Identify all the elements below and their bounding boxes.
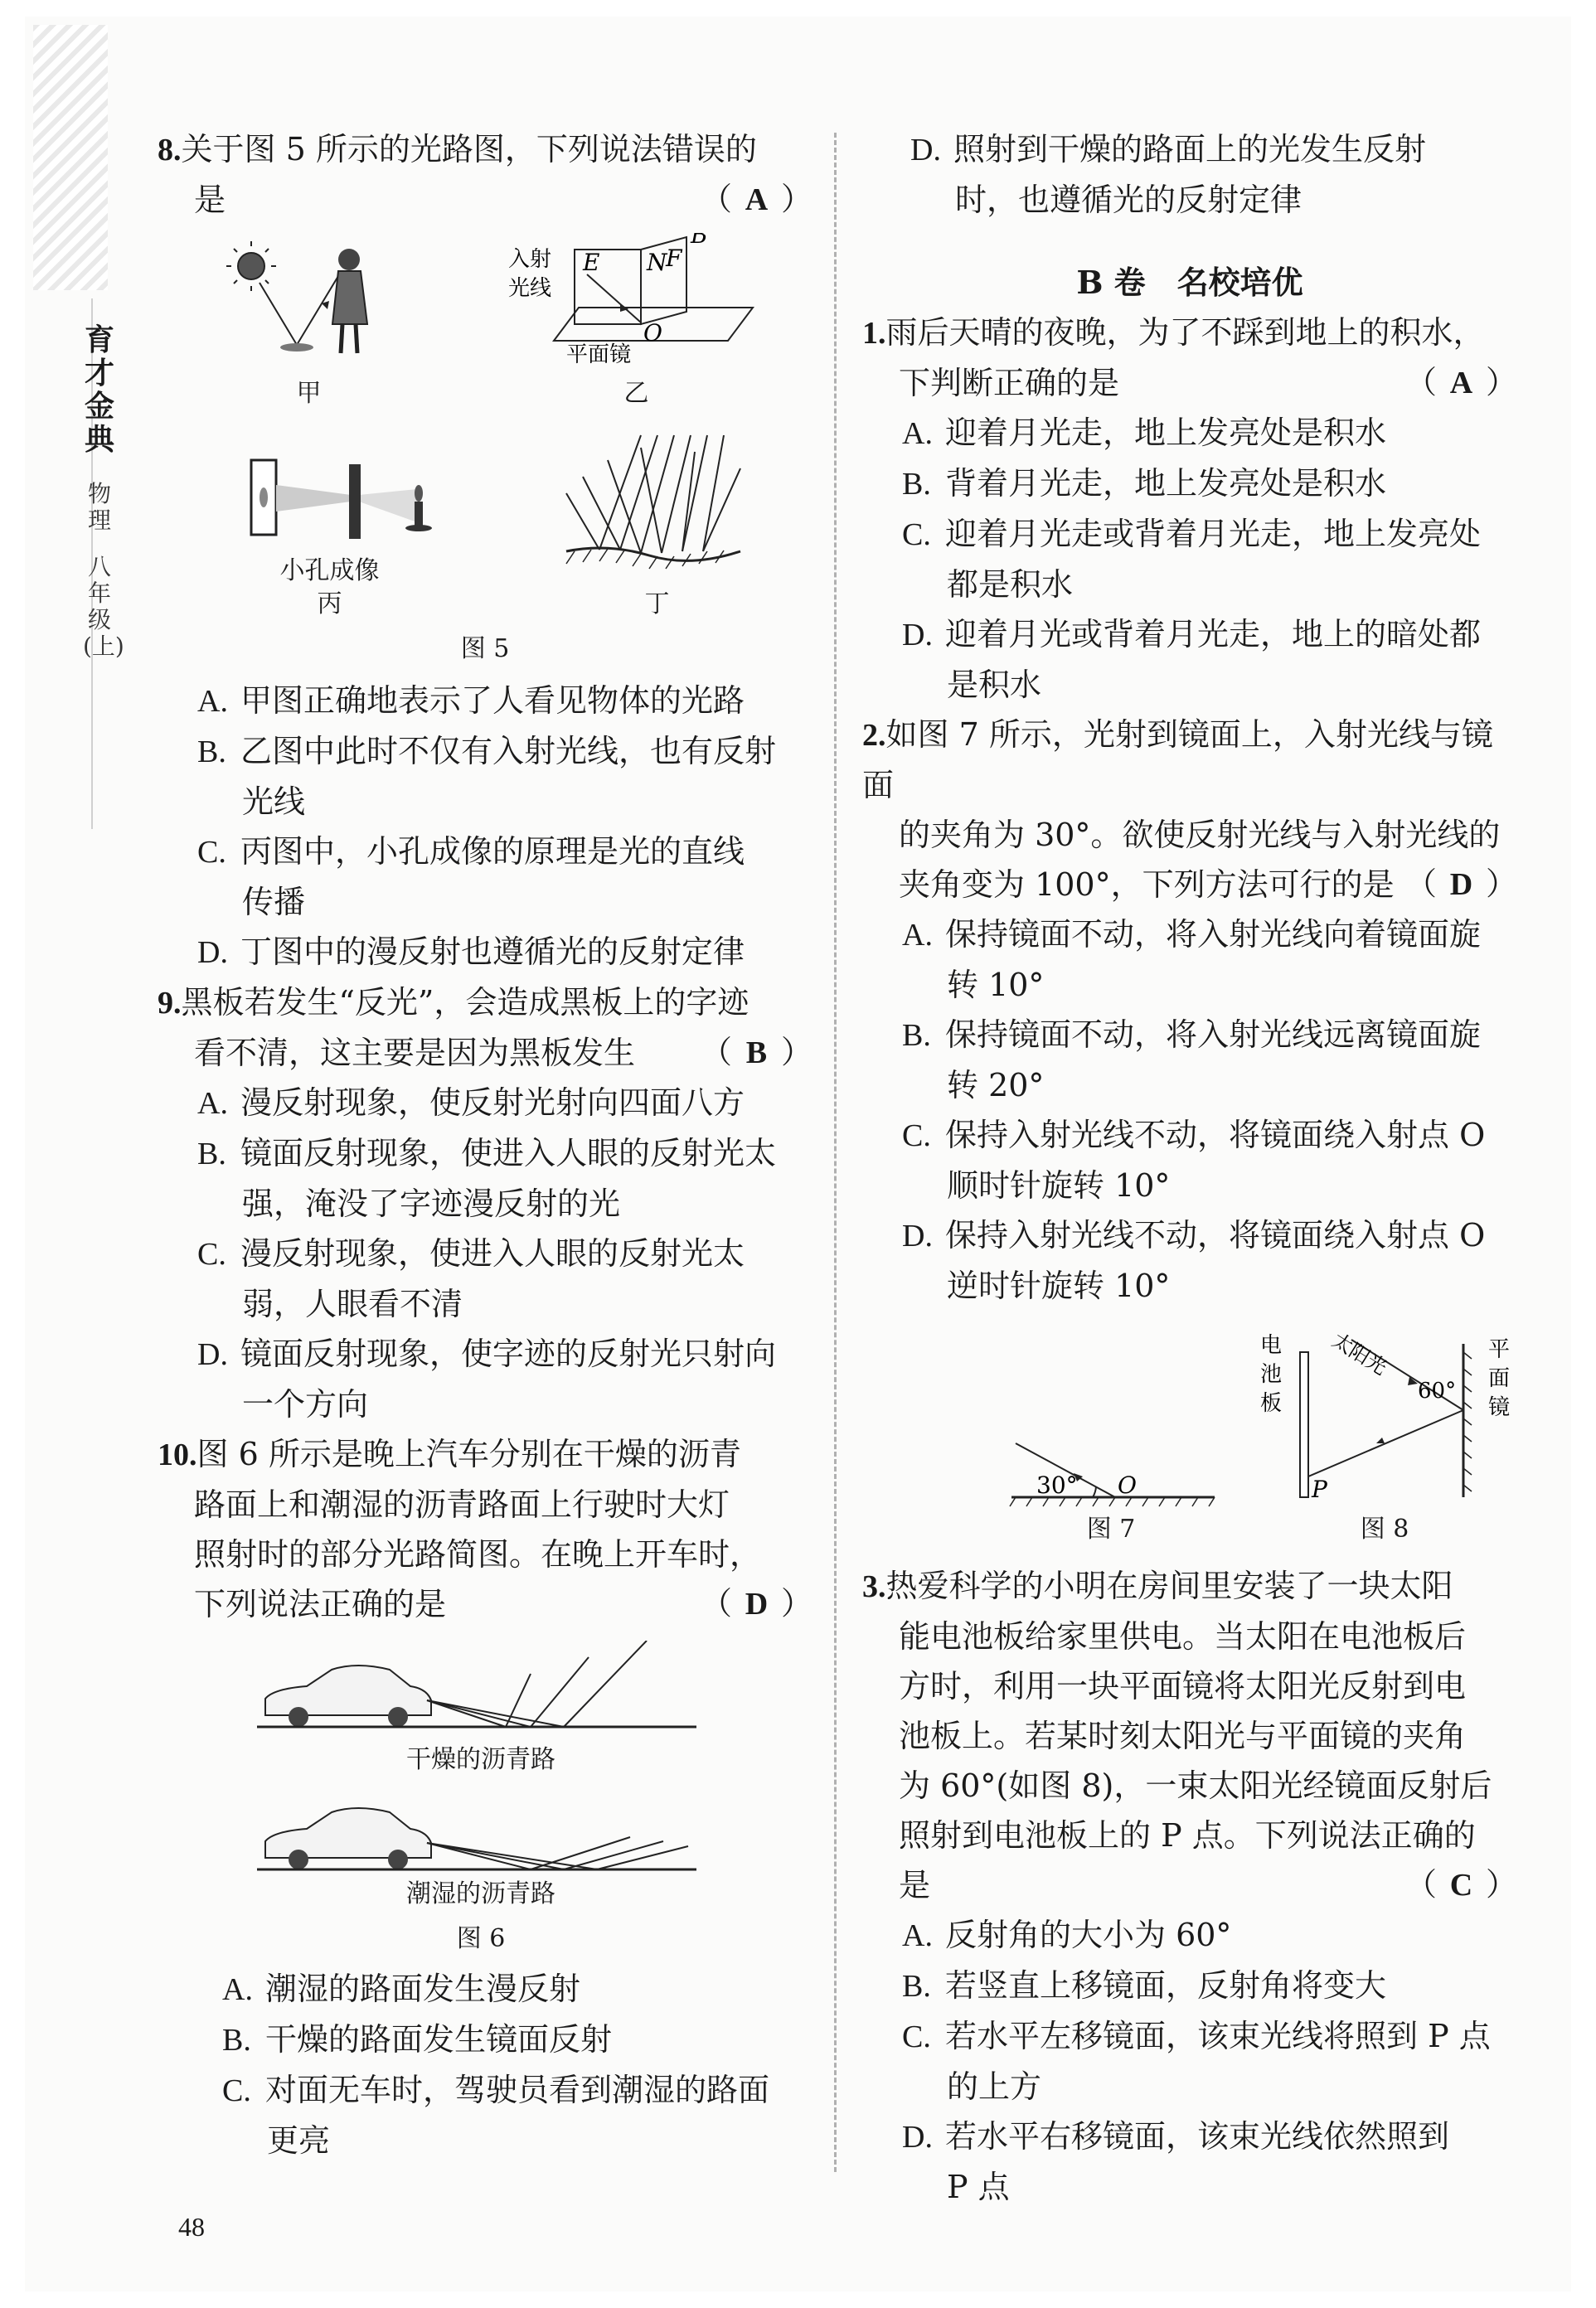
question-text: 雨后天晴的夜晚，为了不踩到地上的积水，	[885, 314, 1485, 351]
question-number: 3.	[862, 1569, 886, 1604]
label-N: N	[646, 249, 667, 276]
figure-8-drawing	[1252, 1319, 1517, 1510]
sidebar-subject-grade	[83, 480, 124, 660]
figure-6-wet-road	[257, 1792, 705, 1874]
figure-6-caption: 图 6	[456, 1924, 506, 1953]
option-text: 甲图正确地表示了人看见物体的光路	[240, 682, 745, 719]
option-text: 迎着月光走，地上发亮处是积水	[945, 415, 1387, 451]
option-a	[862, 408, 1517, 458]
answer-bracket: （ A ）	[701, 175, 813, 225]
mirror-label: 平	[1488, 1337, 1511, 1362]
answer-letter: B	[745, 1035, 768, 1070]
question-b2-line-1	[862, 710, 1517, 810]
question-8	[158, 124, 813, 977]
option-text: 潮湿的路面发生漫反射	[265, 1971, 581, 2007]
option-text: 保持镜面不动，将入射光线向着镜面旋	[945, 916, 1482, 953]
figure-7	[1003, 1418, 1219, 1546]
option-b	[182, 2015, 813, 2065]
answer-letter: A	[1449, 366, 1473, 400]
question-text: 路面上和潮湿的沥青路面上行驶时大灯	[194, 1486, 730, 1523]
question-number: 10.	[158, 1438, 197, 1472]
question-text: 为 60°(如图 8)，一束太阳光经镜面反射后	[899, 1767, 1492, 1804]
diffuse-rays	[566, 435, 740, 553]
question-text: 方时，利用一块平面镜将太阳光反射到电	[899, 1668, 1467, 1704]
sunlight-label: 太阳光	[1327, 1328, 1391, 1380]
light-ray	[297, 276, 338, 345]
sidebar-hatch-pattern	[33, 25, 108, 290]
option-text: 更亮	[267, 2122, 331, 2159]
option-b	[862, 458, 1517, 509]
question-text: 照射到电池板上的 P 点。下列说法正确的	[899, 1817, 1476, 1854]
question-number: 1.	[862, 316, 886, 351]
answer-bracket: （ C ）	[1405, 1860, 1517, 1910]
option-letter: D.	[902, 618, 933, 652]
answer-letter: A	[745, 182, 769, 217]
figure-8	[1252, 1319, 1517, 1546]
option-letter: A.	[197, 684, 228, 719]
answer-bracket: （ D ）	[701, 1579, 813, 1629]
label-B: B	[690, 233, 708, 249]
option-text: 的上方	[947, 2068, 1042, 2105]
figure-5-yi-drawing	[504, 233, 769, 374]
option-a	[182, 1964, 813, 2015]
answer-letter: C	[1449, 1868, 1473, 1903]
option-c	[158, 1229, 813, 1329]
question-10-line-1	[158, 1429, 813, 1480]
option-text: 漫反射现象，使进入人眼的反射光太	[240, 1235, 745, 1272]
option-letter: A.	[222, 1972, 253, 2007]
car-icon	[265, 1666, 431, 1727]
option-b	[158, 726, 813, 827]
option-text: 保持镜面不动，将入射光线远离镜面旋	[945, 1016, 1482, 1053]
right-column	[862, 124, 1517, 2212]
figure-8-caption: 图 8	[1360, 1515, 1409, 1544]
left-column	[158, 124, 813, 2165]
rough-surface	[566, 548, 740, 560]
option-text: 镜面反射现象，使进入人眼的反射光太	[240, 1135, 777, 1171]
figure-caption: 甲	[296, 379, 322, 408]
option-text: 迎着月光走或背着月光走，地上发亮处	[945, 516, 1482, 552]
sidebar-subject: 物理	[87, 480, 111, 534]
figure-5-row-1	[158, 233, 813, 410]
option-text: 漫反射现象，使反射光射向四面八方	[240, 1084, 745, 1121]
option-a	[158, 1078, 813, 1128]
option-letter: B.	[902, 1969, 931, 2004]
option-text: 顺时针旋转 10°	[947, 1167, 1171, 1204]
question-9	[158, 977, 813, 1429]
sun-icon	[226, 241, 276, 291]
answer-bracket: （ B ）	[701, 1028, 813, 1078]
option-text: 干燥的路面发生镜面反射	[265, 2021, 613, 2058]
figure-7-caption: 图 7	[1086, 1515, 1136, 1544]
option-text: 光线	[242, 783, 306, 820]
option-letter: D.	[902, 1219, 933, 1253]
light-cone	[359, 489, 417, 522]
mirror-label: 镜	[1488, 1395, 1511, 1420]
question-b3-line-1	[862, 1561, 1517, 1612]
label-mirror: 平面镜	[565, 342, 631, 367]
angle-arc	[1093, 1486, 1096, 1497]
option-text: 丁图中的漫反射也遵循光的反射定律	[240, 933, 745, 970]
option-text: 背着月光走，地上发亮处是积水	[945, 465, 1387, 502]
option-c	[862, 1110, 1517, 1210]
question-b1	[862, 308, 1517, 710]
question-text: 下判断正确的是	[899, 365, 1120, 401]
option-d	[862, 1210, 1517, 1311]
option-d	[862, 2112, 1517, 2212]
option-text: 逆时针旋转 10°	[947, 1268, 1171, 1304]
option-d	[158, 927, 813, 977]
label-ray: 光线	[507, 276, 551, 301]
question-10-option-d	[862, 124, 1517, 225]
question-text: 池板上。若某时刻太阳光与平面镜的夹角	[899, 1718, 1467, 1754]
option-text: 保持入射光线不动，将镜面绕入射点 O	[945, 1217, 1486, 1253]
figure-caption: 丙	[317, 589, 342, 618]
question-b1-line-1	[862, 308, 1517, 358]
question-number: 2.	[862, 718, 886, 753]
column-divider	[834, 133, 837, 2172]
option-d	[862, 609, 1517, 710]
option-text: 时，也遵循光的反射定律	[955, 182, 1303, 218]
figure-5-jia	[201, 241, 417, 410]
option-text: 若竖直上移镜面，反射角将变大	[945, 1967, 1387, 2004]
answer-bracket: （ D ）	[1405, 860, 1517, 909]
panel-label: 电	[1260, 1333, 1283, 1358]
panel-label: 池	[1260, 1362, 1283, 1387]
light-rays	[427, 1641, 647, 1727]
figure-5-caption: 图 5	[460, 634, 510, 663]
answer-letter: D	[1449, 867, 1473, 902]
option-letter: B.	[197, 735, 226, 769]
solar-panel	[1300, 1352, 1308, 1497]
option-text: 若水平左移镜面，该束光线将照到 P 点	[945, 2018, 1491, 2054]
option-text: 若水平右移镜面，该束光线依然照到	[945, 2118, 1450, 2155]
option-text: 对面无车时，驾驶员看到潮湿的路面	[265, 2072, 770, 2108]
sidebar-grade: 八年级(上)	[83, 553, 124, 660]
figure-5-bing-drawing	[206, 444, 454, 551]
surface-hatch	[566, 549, 724, 569]
option-text: 都是积水	[947, 566, 1074, 603]
option-text: 一个方向	[242, 1386, 369, 1423]
reflected-ray	[1308, 1410, 1463, 1476]
sidebar-brand: 育才金典	[84, 322, 114, 457]
light-rays	[427, 1837, 688, 1869]
option-letter: D.	[197, 935, 228, 970]
angle-label: 60°	[1418, 1379, 1457, 1404]
question-10	[158, 1429, 813, 2165]
option-text: 照射到干燥的路面上的光发生反射	[953, 131, 1427, 167]
panel-label: 板	[1260, 1391, 1283, 1416]
question-number: 8.	[158, 133, 182, 167]
page-number: 48	[178, 2212, 205, 2242]
question-text: 的夹角为 30°。欲使反射光线与入射光线的	[899, 817, 1501, 853]
question-10-options	[158, 1964, 813, 2165]
option-b	[862, 1010, 1517, 1110]
label-incident: 入射	[507, 247, 551, 272]
question-8-line-2	[158, 175, 813, 225]
figure-6	[158, 1641, 813, 1956]
option-letter: A.	[902, 1918, 933, 1953]
figure-6-dry-label: 干燥的沥青路	[406, 1745, 555, 1774]
question-8-options	[158, 676, 813, 977]
option-letter: B.	[902, 467, 931, 502]
figure-7-drawing	[1003, 1418, 1219, 1510]
question-text: 能电池板给家里供电。当太阳在电池板后	[899, 1618, 1467, 1655]
figure-5-row-2	[158, 427, 813, 621]
option-letter: C.	[222, 2073, 251, 2108]
point-O-label: O	[1118, 1472, 1137, 1499]
answer-bracket: （ A ）	[1405, 358, 1517, 408]
figure-6-dry-road	[257, 1641, 705, 1740]
option-text: 镜面反射现象，使字迹的反射光只射向	[240, 1336, 777, 1372]
figure-5	[158, 233, 813, 666]
answer-letter: D	[745, 1587, 769, 1622]
question-text: 是	[899, 1867, 931, 1903]
girl-figure-icon	[332, 249, 367, 353]
figure-5-yi	[504, 233, 769, 410]
light-ray	[260, 283, 297, 345]
angle-label: 30°	[1036, 1472, 1078, 1499]
ground-object	[280, 343, 313, 352]
figure-5-ding-drawing	[550, 427, 765, 584]
option-b	[158, 1128, 813, 1229]
option-letter: C.	[197, 1237, 226, 1272]
option-letter: D.	[902, 2120, 933, 2155]
option-letter: C.	[197, 835, 226, 870]
question-text: 黑板若发生“反光”，会造成黑板上的字迹	[181, 984, 749, 1021]
option-c	[158, 827, 813, 927]
option-text: 乙图中此时不仅有入射光线，也有反射	[240, 733, 777, 769]
question-10-line-4	[158, 1579, 813, 1629]
option-letter: A.	[197, 1086, 228, 1121]
option-text: 是积水	[947, 667, 1042, 703]
option-letter: A.	[902, 416, 933, 451]
label-E: E	[582, 249, 599, 276]
question-b1-line-2	[862, 358, 1517, 408]
option-a	[862, 909, 1517, 1010]
label-O: O	[643, 319, 662, 347]
question-text: 照射时的部分光路简图。在晚上开车时，	[194, 1536, 762, 1573]
option-letter: B.	[902, 1018, 931, 1053]
question-b2	[862, 710, 1517, 1546]
question-9-line-1	[158, 977, 813, 1028]
option-c	[862, 509, 1517, 609]
option-a	[158, 676, 813, 726]
question-text: 如图 7 所示，光射到镜面上，入射光线与镜面	[862, 716, 1493, 803]
figure-caption: 小孔成像	[279, 556, 380, 585]
option-text: P 点	[947, 2169, 1010, 2205]
option-letter: D.	[910, 133, 941, 167]
option-letter: B.	[222, 2023, 251, 2058]
car-icon	[265, 1808, 431, 1869]
option-text: 传播	[242, 884, 306, 920]
incident-ray	[587, 274, 641, 322]
option-letter: C.	[902, 517, 931, 552]
question-text: 是	[194, 182, 226, 218]
option-text: 迎着月光或背着月光走，地上的暗处都	[945, 616, 1482, 652]
figure-caption: 丁	[644, 589, 670, 618]
question-b3-last-line	[862, 1860, 1517, 1910]
option-d	[158, 1329, 813, 1429]
arrow-icon	[1376, 1438, 1385, 1443]
question-text: 看不清，这主要是因为黑板发生	[194, 1035, 636, 1071]
figure-5-ding	[550, 427, 765, 621]
question-text: 夹角变为 100°，下列方法可行的是	[899, 866, 1395, 903]
option-letter: C.	[902, 2019, 931, 2054]
option-b	[862, 1961, 1517, 2011]
option-a	[862, 1910, 1517, 1961]
option-c	[182, 2065, 813, 2165]
figures-7-8	[862, 1319, 1517, 1546]
figure-5-jia-drawing	[201, 241, 417, 374]
option-text: 丙图中，小孔成像的原理是光的直线	[240, 833, 745, 870]
option-text: 强，淹没了字迹漫反射的光	[242, 1186, 621, 1222]
option-text: 弱，人眼看不清	[242, 1286, 463, 1322]
section-title: B 卷 名校培优	[1076, 264, 1303, 301]
label-F: F	[665, 245, 682, 272]
figure-6-wet-label: 潮湿的沥青路	[406, 1879, 555, 1908]
figure-caption: 乙	[623, 379, 649, 408]
point-P-label: P	[1312, 1476, 1327, 1503]
question-b3	[862, 1561, 1517, 2212]
option-text: 反射角的大小为 60°	[945, 1917, 1232, 1953]
question-text: 关于图 5 所示的光路图，下列说法错误的	[181, 131, 757, 167]
option-letter: D.	[197, 1337, 228, 1372]
question-9-line-2	[158, 1028, 813, 1078]
option-c	[862, 2011, 1517, 2112]
option-text: 转 10°	[947, 967, 1045, 1003]
option-letter: C.	[902, 1118, 931, 1153]
image-on-screen	[260, 487, 268, 507]
question-b2-line-3	[862, 860, 1517, 909]
figure-5-bing	[206, 444, 454, 621]
option-text: 转 20°	[947, 1067, 1045, 1103]
light-cone	[276, 485, 351, 512]
question-text: 下列说法正确的是	[194, 1586, 447, 1622]
pinhole-board	[349, 464, 361, 539]
question-text: 图 6 所示是晚上汽车分别在干燥的沥青	[196, 1436, 741, 1472]
question-text: 热爱科学的小明在房间里安装了一块太阳	[885, 1568, 1453, 1604]
mirror-label: 面	[1488, 1366, 1511, 1391]
question-8-line-1	[158, 124, 813, 175]
option-letter: B.	[197, 1137, 226, 1171]
option-letter: A.	[902, 918, 933, 953]
option-text: 保持入射光线不动，将镜面绕入射点 O	[945, 1117, 1486, 1153]
question-number: 9.	[158, 986, 182, 1021]
